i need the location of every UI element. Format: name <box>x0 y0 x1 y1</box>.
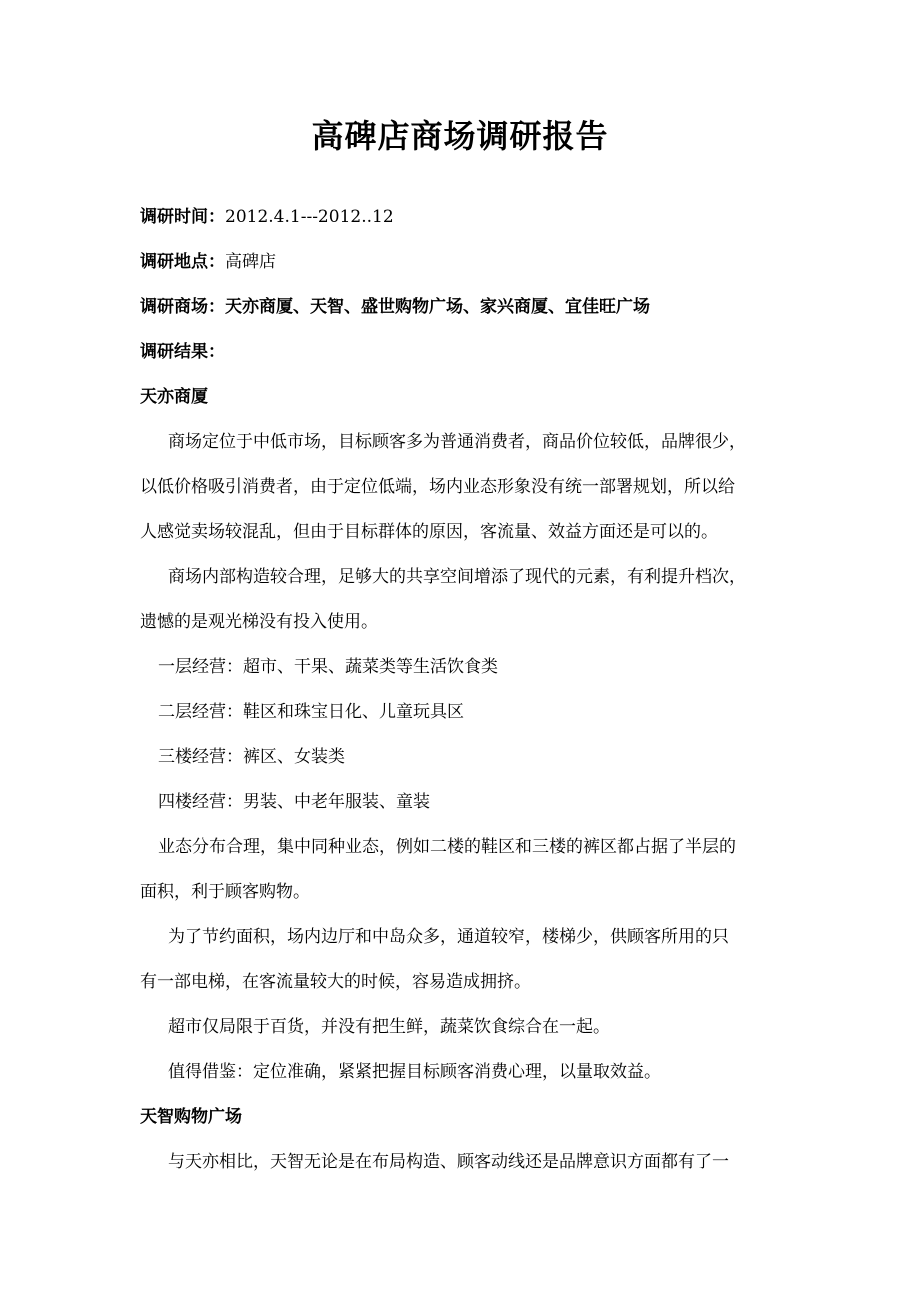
results-label: 调研结果： <box>140 342 225 362</box>
paragraph-line: 业态分布合理，集中同种业态，例如二楼的鞋区和三楼的裤区都占据了半层的 <box>158 837 736 857</box>
paragraph-line: 人感觉卖场较混乱，但由于目标群体的原因，客流量、效益方面还是可以的。 <box>140 522 718 542</box>
floor-line-2: 二层经营：鞋区和珠宝日化、儿童玩具区 <box>158 702 464 722</box>
meta-malls: 调研商场：天亦商厦、天智、盛世购物广场、家兴商厦、宜佳旺广场 <box>140 297 650 317</box>
section-heading-tianzhi: 天智购物广场 <box>140 1107 242 1127</box>
paragraph-line: 以低价格吸引消费者，由于定位低端，场内业态形象没有统一部署规划，所以给 <box>140 477 735 497</box>
floor-line-3: 三楼经营：裤区、女装类 <box>158 747 345 767</box>
floor-line-1: 一层经营：超市、干果、蔬菜类等生活饮食类 <box>158 657 498 677</box>
place-label: 调研地点： <box>140 252 225 272</box>
paragraph-line: 值得借鉴：定位准确，紧紧把握目标顾客消费心理，以量取效益。 <box>168 1062 661 1082</box>
paragraph-line: 遗憾的是观光梯没有投入使用。 <box>140 612 378 632</box>
report-title: 高碑店商场调研报告 <box>311 117 609 155</box>
meta-time <box>140 204 800 230</box>
meta-place <box>140 249 800 275</box>
paragraph-line: 超市仅局限于百货，并没有把生鲜，蔬菜饮食综合在一起。 <box>168 1017 610 1037</box>
paragraph-line: 商场定位于中低市场，目标顾客多为普通消费者，商品价位较低，品牌很少， <box>168 432 746 452</box>
paragraph-line: 商场内部构造较合理，足够大的共享空间增添了现代的元素，有利提升档次， <box>168 567 746 587</box>
floor-line-4: 四楼经营：男装、中老年服装、童装 <box>158 792 430 812</box>
place-value: 高碑店 <box>225 252 276 272</box>
time-value: 2012.4.1---2012..12 <box>225 207 394 227</box>
paragraph-line: 与天亦相比，天智无论是在布局构造、顾客动线还是品牌意识方面都有了一 <box>168 1152 729 1172</box>
paragraph-line: 有一部电梯，在客流量较大的时候，容易造成拥挤。 <box>140 972 531 992</box>
paragraph-line: 为了节约面积，场内边厅和中岛众多，通道较窄，楼梯少，供顾客所用的只 <box>168 927 729 947</box>
section-heading-tianyi: 天亦商厦 <box>140 387 208 407</box>
paragraph-line: 面积，利于顾客购物。 <box>140 882 310 902</box>
time-label: 调研时间： <box>140 207 225 227</box>
